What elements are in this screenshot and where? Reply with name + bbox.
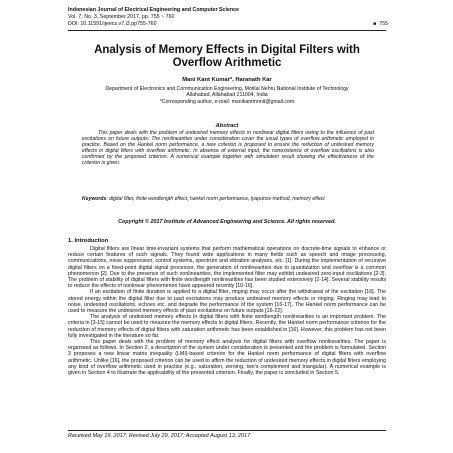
paper-authors: Mani Kant Kumar*, Haranath Kar [182,77,272,83]
paper-title: Analysis of Memory Effects in Digital Filters with Overflow Arithmetic [94,44,360,69]
received-dates: Received May 19, 2017; Revised July 29, 2017; Accepted August 13, 2017 [68,433,251,439]
intro-paragraph-3: The analysis of undesired memory effects in digital filters with finite wordlength nonlinearities is an important problem. The criteria in [3-15] cannot be used to measure the memory effects in digital filters. Recently, the Hankel norm performance criterion for the reduction of memory effects of digital filters with saturation arithmetic has been established in [16]. However, this problem has not been fully investigated in the literature so far. [68,314,386,339]
keywords-text: : digital filter, finite wordlength effect, hankel norm performance, lyapunov method, memory effect [106,196,325,202]
intro-paragraph-4: This paper deals with the problem of memory effect analysis for digital filters with overflow nonlinearities. The paper is organised as follows. In Section 2, a description of the system under consideration is presented and the problem is formulated. Section 3 proposes a new linear matrix inequality (LMI)-based criterion for the Hankel norm performance of digital filters with overflow arithmetic. Unlike [16], the proposed criterion can be used to affirm the reduction of undesired memory effects in digital filters employing any kind of overflow arithmetic used in practice (e.g., saturation, zeroing, two's complement and triangular). A numerical example is given in Section 4 to illustrate the applicability of the presented criterion. Finally, the paper is concluded in Section 5. [68,339,386,377]
page-mark-icon: ■ [373,21,377,27]
intro-paragraph-1: Digital filters are linear time-invariant systems that perform mathematical operations on discrete-time signals to enhance or reduce certain features of such signals. They found wide applications in many fields such as speech and image processing, communications, noise suppression, control systems, spectrum and vibration analyses, etc. [1]. During the implementation of recursive digital filters on a fixed-point digital signal processor, the generation of nonlinearities due to quantization and overflow is a common phenomenon [2]. Due to the presence of such nonlinearities, the implemented filter may exhibit undesired zero-input oscillations [2-3]. The problem of stability of digital filters with finite wordlength nonlinearities has been studied extensively [2-14]. Several stability results to reduce the effects of nonlinear phenomenon have appeared recently [10-16]. [68,246,386,290]
abstract-text: This paper deals with the problem of undesired memory effects in nonlinear digital filters owing to the influence of past excitations on future outputs. The nonlinearities under consideration cover the usual types of overflow arithmetic employed in practice. Based on the Hankel norm performance, a new criterion is proposed to ensure the reduction of undesired memory effects in digital filters with overflow arithmetic. In absence of external input, the nonexistence of overflow oscillations is also confirmed by the proposed criterion. A numerical example together with simulation result showing the effectiveness of the criterion is given. [82,130,374,167]
copyright-notice: Copyright © 2017 Institute of Advanced Engineering and Science. All rights reserved. [118,219,336,225]
author-affiliation [68,86,386,105]
introduction-body [68,246,386,376]
journal-volume: Vol. 7, No. 3, September 2017, pp. 755 ~ 760 [68,14,175,20]
journal-header [68,7,388,28]
intro-paragraph-2: If an excitation of finite duration is applied to a digital filter, ringing may occur after the withdrawal of the excitation [16]. The stored energy within the digital filter due to past excitations may produce undesired memory effects or ringing. Ringing may lead to noise, undesired oscillations, echoes etc. and degrade the performance of the system [16-17]. The Hankel norm performance can be used to measure the undesired memory effects of past excitations on future outputs [16-22]. [68,289,386,315]
keywords-label: Keywords [82,196,107,202]
footer-rule [68,430,386,431]
page-number [373,21,388,27]
affiliation-line-1: Department of Electronics and Communication Engineering, Motilal Nehru National Institute of Technology [105,86,349,92]
section-heading-introduction: 1. Introduction [68,238,109,244]
affiliation-line-2: Allahabad, Allahabad 211004, India [186,92,268,99]
abstract-heading: Abstract [215,123,239,129]
journal-name: Indonesian Journal of Electrical Engineering and Computer Science [68,7,240,13]
keywords [82,196,374,202]
journal-doi: DOI: 10.11591/ijeecs.v7.i3.pp755-760 [68,21,157,27]
header-rule [68,30,386,31]
corresponding-author: *Corresponding author, e-mail: manikantmnnit@gmail.com [159,98,295,105]
page-number-text: 755 [379,21,388,27]
